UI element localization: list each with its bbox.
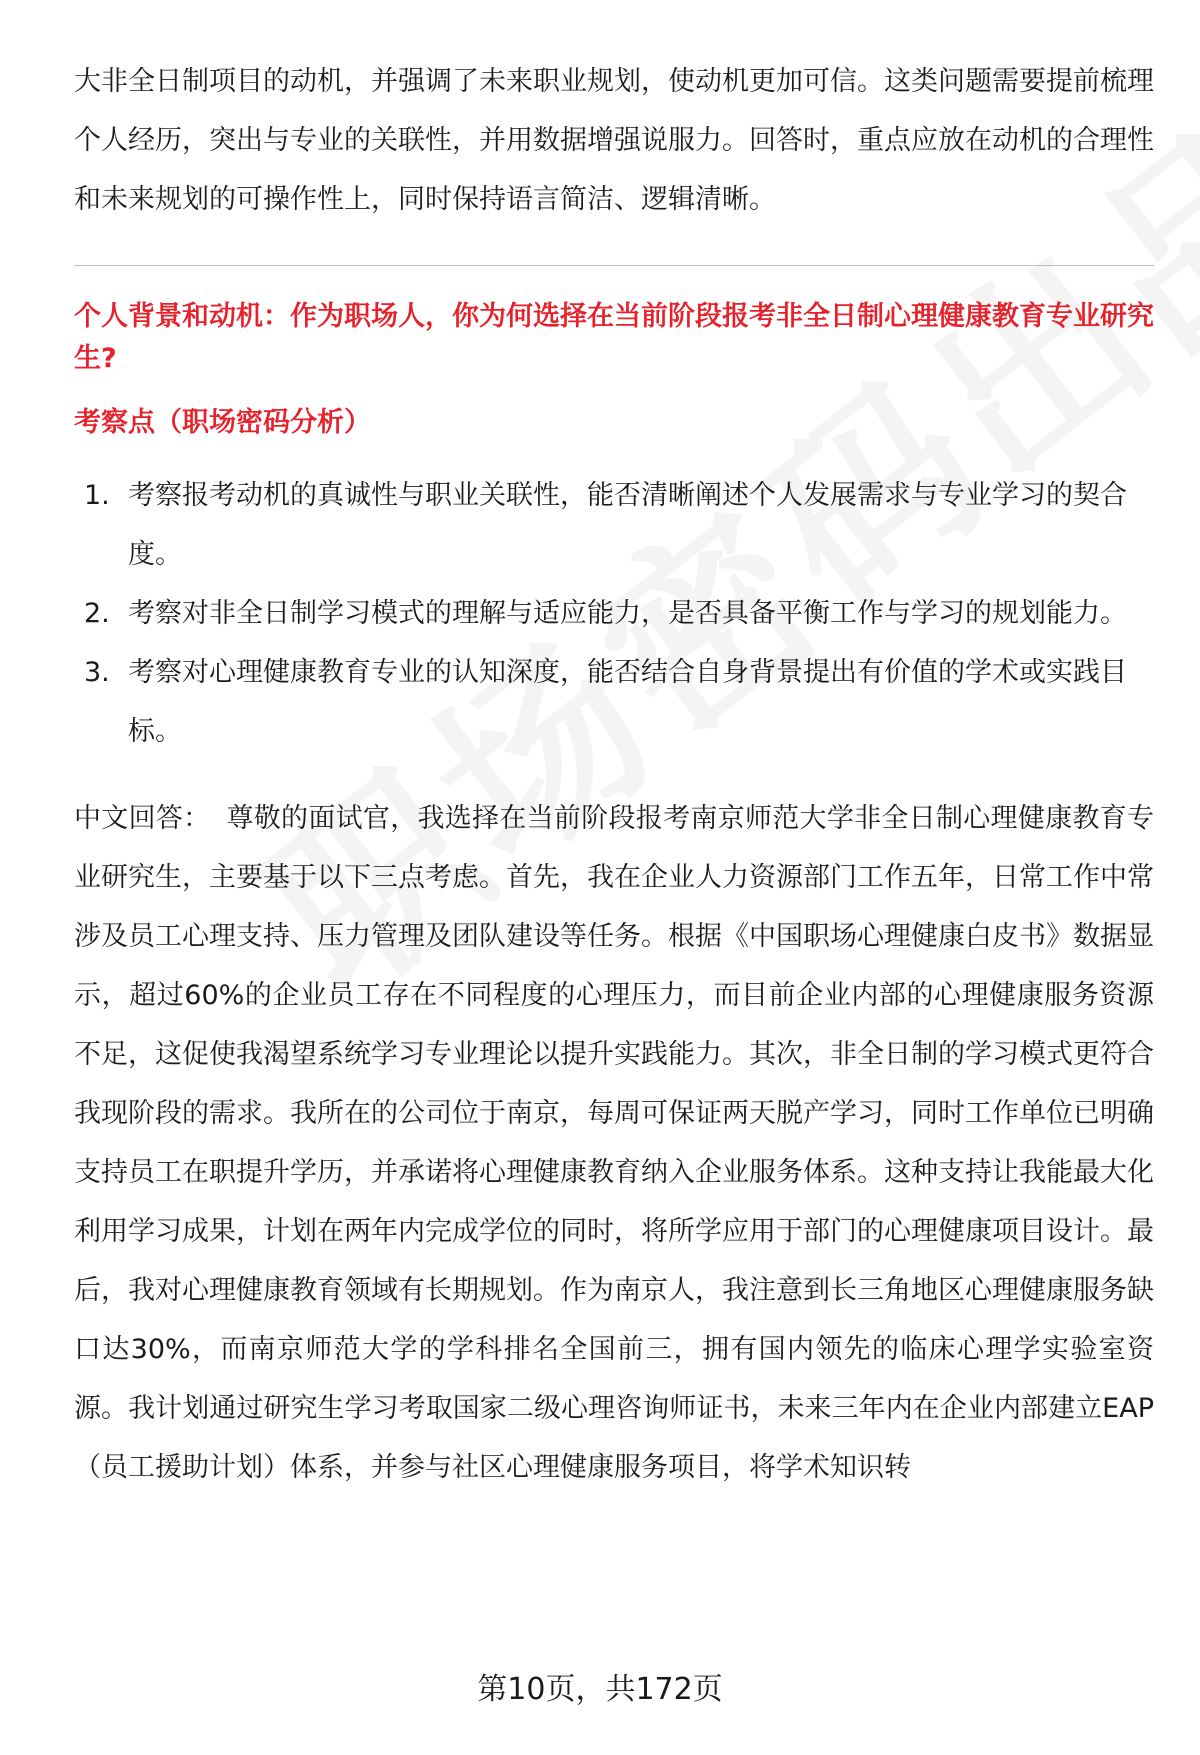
list-item — [74, 643, 1154, 761]
list-number: 3. — [84, 657, 110, 688]
list-item — [74, 584, 1154, 643]
list-text: 考察对心理健康教育专业的认知深度，能否结合自身背景提出有价值的学术或实践目标。 — [128, 657, 1127, 747]
list-item — [74, 466, 1154, 584]
list-number: 2. — [84, 598, 110, 629]
points-list — [74, 466, 1154, 761]
intro-paragraph: 大非全日制项目的动机，并强调了未来职业规划，使动机更加可信。这类问题需要提前梳理个人经历，突出与专业的关联性，并用数据增强说服力。回答时，重点应放在动机的合理性和未来规划的可操作性上，同时保持语言简洁、逻辑清晰。 — [74, 66, 1154, 215]
page-number: 第10页，共172页 — [477, 1672, 723, 1707]
list-text: 考察报考动机的真诚性与职业关联性，能否清晰阐述个人发展需求与专业学习的契合度。 — [128, 480, 1127, 570]
list-number: 1. — [84, 480, 110, 511]
answer-label: 中文回答： — [74, 803, 211, 834]
section-divider — [74, 265, 1154, 266]
answer-text: 尊敬的面试官，我选择在当前阶段报考南京师范大学非全日制心理健康教育专业研究生，主要基于以下三点考虑。首先，我在企业人力资源部门工作五年，日常工作中常涉及员工心理支持、压力管理及团队建设等任务。根据《中国职场心理健康白皮书》数据显示，超过60%的企业员工存在不同程度的心理压力，而目前企业内部的心理健康服务资源不足，这促使我渴望系统学习专业理论以提升实践能力。其次，非全日制的学习模式更符合我现阶段的需求。我所在的公司位于南京，每周可保证两天脱产学习，同时工作单位已明确支持员工在职提升学历，并承诺将心理健康教育纳入企业服务体系。这种支持让我能最大化利用学习成果，计划在两年内完成学位的同时，将所学应用于部门的心理健康项目设计。最后，我对心理健康教育领域有长期规划。作为南京人，我注意到长三角地区心理健康服务缺口达30%，而南京师范大学的学科排名全国前三，拥有国内领先的临床心理学实验室资源。我计划通过研究生学习考取国家二级心理咨询师证书，未来三年内在企业内部建立EAP（员工援助计划）体系，并参与社区心理健康服务项目，将学术知识转 — [74, 803, 1155, 1483]
page-content — [74, 52, 1154, 1497]
list-text: 考察对非全日制学习模式的理解与适应能力，是否具备平衡工作与学习的规划能力。 — [128, 598, 1127, 629]
answer-paragraph — [74, 789, 1154, 1497]
question-title: 个人背景和动机：作为职场人，你为何选择在当前阶段报考非全日制心理健康教育专业研究生? — [74, 301, 1154, 374]
points-heading: 考察点（职场密码分析） — [74, 407, 371, 438]
